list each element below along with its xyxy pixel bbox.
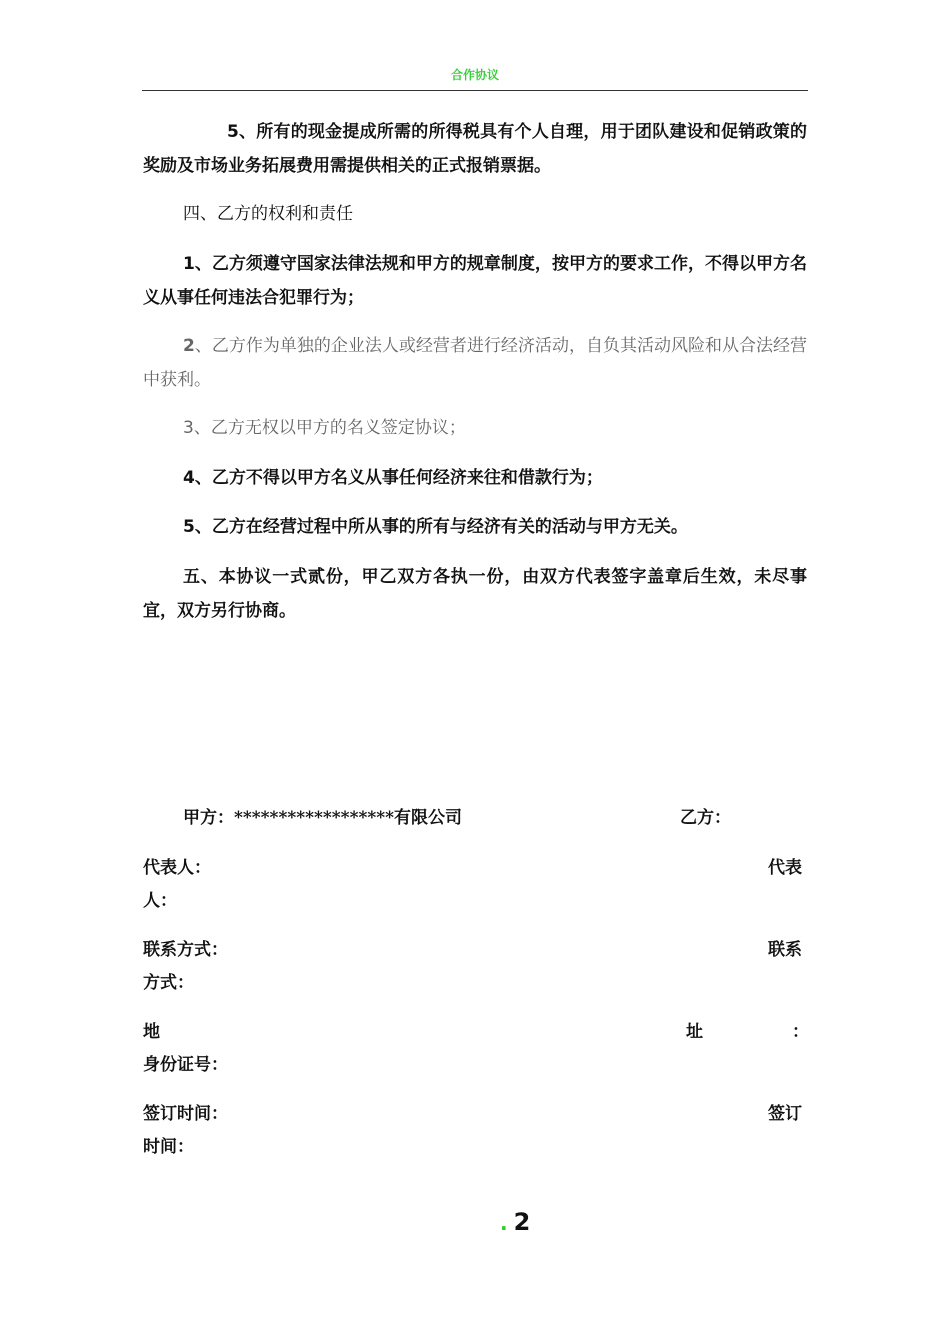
address-label-mid: 址	[686, 1022, 703, 1042]
clause-b4	[143, 461, 807, 495]
clause-text: 、乙方作为单独的企业法人或经营者进行经济活动，自负其活动风险和从合法经营中获利。	[143, 336, 807, 390]
id-number-label: 身份证号：	[143, 1055, 228, 1075]
clause-b2	[143, 329, 807, 397]
rep-right-label-cont: 人：	[143, 891, 177, 911]
sign-date-right-label-cont: 时间：	[143, 1137, 194, 1157]
clause-number: 1	[183, 254, 195, 274]
page-number	[500, 1208, 530, 1236]
footer-dot: .	[500, 1211, 508, 1235]
clause-text: 、乙方不得以甲方名义从事任何经济来往和借款行为；	[194, 468, 603, 488]
rep-left-label: 代表人：	[143, 858, 211, 878]
party-a-label: 甲方：******************有限公司	[183, 808, 463, 828]
section-4-heading: 四、乙方的权利和责任	[183, 204, 353, 224]
address-label-left: 地	[143, 1022, 160, 1042]
section-5: 五、本协议一式贰份，甲乙双方各执一份，由双方代表签字盖章后生效，未尽事宜，双方另行协商。	[143, 567, 807, 621]
header-rule	[142, 90, 808, 91]
clause-b5	[143, 510, 807, 544]
contact-right-label-cont: 方式：	[143, 973, 194, 993]
clause-number: 5	[183, 517, 195, 537]
header-title: 合作协议	[450, 68, 499, 82]
clause-text: 、乙方须遵守国家法律法规和甲方的规章制度，按甲方的要求工作，不得以甲方名义从事任何违法合犯罪行为；	[143, 254, 807, 308]
sign-date-left-label: 签订时间：	[143, 1104, 228, 1124]
address-colon: ：	[792, 1022, 809, 1042]
clause-number: 3	[183, 418, 194, 438]
party-b-label: 乙方：	[680, 808, 731, 828]
contact-left-label: 联系方式：	[143, 940, 228, 960]
page-number-value: 2	[513, 1208, 531, 1236]
contact-right-label: 联系	[768, 940, 802, 960]
clause-b3	[143, 411, 807, 445]
clause-number: 4	[183, 468, 195, 488]
clause-5-tax	[143, 115, 807, 183]
clause-b1	[143, 247, 807, 315]
clause-number: 2	[183, 336, 195, 356]
clause-number: 5	[227, 122, 239, 142]
clause-text: 、所有的现金提成所需的所得税具有个人自理，用于团队建设和促销政策的奖励及市场业务拓展费用需提供相关的正式报销票据。	[143, 122, 807, 176]
sign-date-right-label: 签订	[768, 1104, 802, 1124]
rep-right-label: 代表	[768, 858, 802, 878]
clause-text: 、乙方在经营过程中所从事的所有与经济有关的活动与甲方无关。	[194, 517, 688, 537]
clause-text: 、乙方无权以甲方的名义签定协议；	[193, 418, 466, 438]
